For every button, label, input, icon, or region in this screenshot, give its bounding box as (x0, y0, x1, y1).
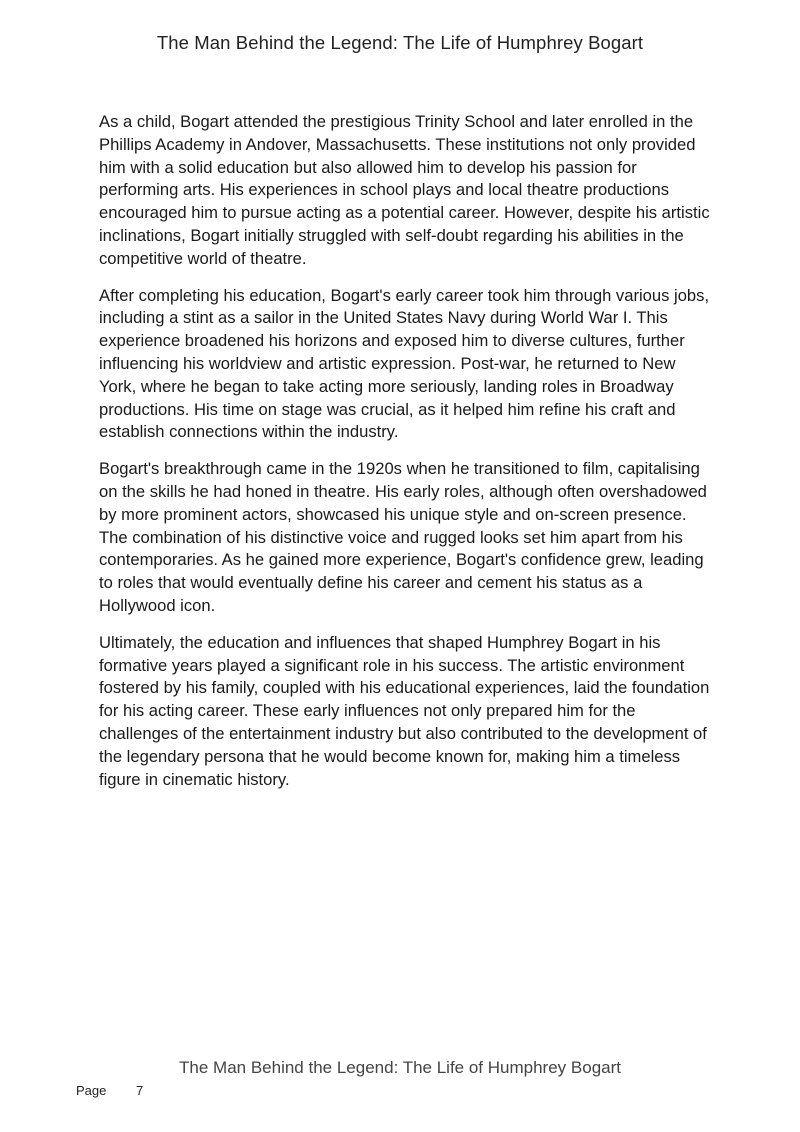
page-footer-title: The Man Behind the Legend: The Life of Humphrey Bogart (179, 1058, 621, 1077)
page-number-row (76, 1083, 143, 1098)
page-header-title: The Man Behind the Legend: The Life of Humphrey Bogart (156, 32, 644, 53)
page-label: Page (76, 1083, 107, 1098)
paragraph-3: Bogart's breakthrough came in the 1920s when he transitioned to film, capitalising on the skills he had honed in theatre. His early roles, although often overshadowed by more prominent actors, showcased his unique style and on-screen presence. The combination of his distinctive voice and rugged looks set him apart from his contemporaries. As he gained more experience, Bogart's confidence grew, leading to roles that would eventually define his career and cement his status as a Hollywood icon. (99, 459, 707, 615)
body-text (99, 111, 711, 805)
paragraph-2: After completing his education, Bogart's early career took him through various jobs, including a stint as a sailor in the United States Navy during World War I. This experience broadened his horizons and exposed him to diverse cultures, further influencing his worldview and artistic expression. Post-war, he returned to New York, where he began to take acting more seriously, landing roles in Broadway productions. His time on stage was crucial, as it helped him refine his craft and establish connections within the industry. (99, 285, 710, 442)
paragraph-4: Ultimately, the education and influences that shaped Humphrey Bogart in his formative years played a significant role in his success. The artistic environment fostered by his family, coupled with his educational experiences, laid the foundation for his acting career. These early influences not only prepared him for the challenges of the entertainment industry but also contributed to the development of the legendary persona that he would become known for, making him a timeless figure in cinematic history. (99, 632, 710, 789)
paragraph-1: As a child, Bogart attended the prestigious Trinity School and later enrolled in the Phillips Academy in Andover, Massachusetts. These institutions not only provided him with a solid education but also allowed him to develop his passion for performing arts. His experiences in school plays and local theatre productions encouraged him to pursue acting as a potential career. However, despite his artistic inclinations, Bogart initially struggled with self-doubt regarding his abilities in the competitive world of theatre. (99, 112, 710, 268)
page-number: 7 (136, 1083, 144, 1098)
